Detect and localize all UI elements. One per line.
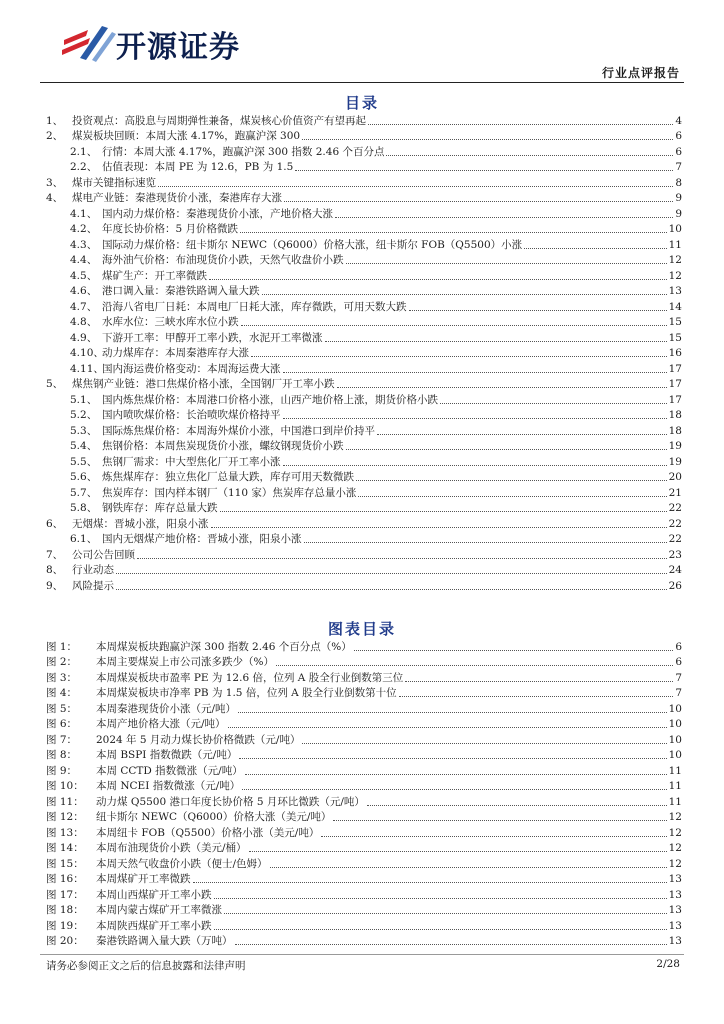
toc-entry[interactable] (46, 221, 682, 237)
toc-entry[interactable] (46, 174, 682, 190)
toc-entry[interactable] (46, 531, 682, 547)
entry-label: 本周煤炭板块市净率 PB 为 1.5 倍，位列 A 股全行业倒数第十位 (96, 687, 397, 699)
leader-dots (245, 774, 667, 775)
figure-list (46, 638, 682, 948)
entry-number: 图 8： (46, 749, 78, 761)
entry-number: 图 1： (46, 640, 78, 653)
toc-entry[interactable] (46, 252, 682, 268)
leader-dots (239, 758, 666, 759)
entry-label: 本周 BSPI 指数微跌（元/吨） (96, 749, 238, 761)
entry-number: 图 5： (46, 702, 78, 715)
toc-title: 目录 (344, 94, 379, 112)
entry-number: 5.5、 (70, 455, 98, 468)
entry-label: 行情：本周大涨 4.17%，跑赢沪深 300 指数 2.46 个百分点 (102, 145, 385, 158)
entry-page: 7 (675, 161, 682, 173)
entry-number: 4.1、 (70, 207, 98, 220)
leader-dots (220, 511, 667, 512)
entry-page: 10 (668, 718, 682, 730)
entry-page: 15 (668, 316, 682, 328)
entry-number: 图 18： (46, 904, 84, 916)
entry-label: 国际动力煤价格：纽卡斯尔 NEWC（Q6000）价格大涨，纽卡斯尔 FOB（Q5500）小涨 (102, 238, 523, 251)
figure-entry[interactable] (46, 855, 682, 871)
figure-entry[interactable] (46, 933, 682, 949)
entry-label: 沿海八省电厂日耗：本周电厂日耗大涨，库存微跌，可用天数大跌 (102, 300, 407, 313)
header-divider (40, 82, 684, 83)
leader-dots (283, 372, 667, 373)
entry-label: 本周陕西煤矿开工率小跌 (96, 919, 212, 932)
leader-dots (346, 263, 667, 264)
entry-page: 18 (668, 424, 682, 437)
entry-number: 5.3、 (70, 424, 98, 437)
entry-page: 10 (668, 733, 682, 746)
entry-number: 4.11、 (70, 362, 104, 375)
entry-label: 估值表现：本周 PE 为 12.6，PB 为 1.5 (102, 161, 294, 173)
entry-page: 6 (675, 656, 682, 668)
entry-page: 11 (668, 795, 682, 808)
toc-entry[interactable] (46, 159, 682, 175)
leader-dots (251, 356, 667, 357)
entry-page: 22 (668, 502, 682, 514)
toc-entry[interactable] (46, 283, 682, 299)
entry-page: 10 (668, 702, 682, 715)
toc-entry[interactable] (46, 515, 682, 531)
entry-label: 本周煤炭板块跑赢沪深 300 指数 2.46 个百分点（%） (96, 640, 352, 653)
entry-page: 20 (668, 471, 682, 483)
entry-number: 4.7、 (70, 300, 98, 313)
entry-label: 本周 NCEI 指数微涨（元/吨） (96, 780, 241, 792)
leader-dots (240, 232, 667, 233)
leader-dots (302, 743, 666, 744)
entry-page: 26 (668, 579, 682, 592)
leader-dots (405, 681, 673, 682)
leader-dots (276, 665, 673, 666)
entry-label: 国际炼焦煤价格：本周海外煤价小涨，中国港口到岸价持平 (102, 424, 375, 437)
entry-page: 13 (668, 873, 682, 885)
toc-entry[interactable] (46, 577, 682, 593)
entry-number: 图 15： (46, 857, 84, 870)
figure-entry[interactable] (46, 762, 682, 778)
entry-number: 2.1、 (70, 145, 98, 158)
entry-page: 13 (668, 904, 682, 916)
toc-entry[interactable] (46, 314, 682, 330)
entry-label: 本周纽卡 FOB（Q5500）价格小涨（美元/吨） (96, 826, 320, 839)
entry-label: 焦钢厂需求：中大型焦化厂开工率小涨 (102, 455, 281, 468)
leader-dots (325, 341, 667, 342)
entry-label: 本周煤矿开工率微跌 (96, 873, 191, 885)
toc-entry[interactable] (46, 469, 682, 485)
entry-number: 5.1、 (70, 393, 98, 406)
leader-dots (524, 248, 667, 249)
entry-page: 12 (668, 826, 682, 839)
entry-label: 公司公告回顾 (72, 548, 135, 561)
leader-dots (295, 170, 673, 171)
entry-number: 图 20： (46, 935, 84, 947)
leader-dots (249, 851, 667, 852)
toc-entry[interactable] (46, 376, 682, 392)
entry-number: 5.6、 (70, 471, 98, 483)
leader-dots (337, 387, 667, 388)
entry-number: 图 6： (46, 718, 78, 730)
toc-entry[interactable] (46, 190, 682, 206)
leader-dots (158, 186, 673, 187)
leader-dots (354, 650, 674, 651)
entry-page: 7 (675, 671, 682, 684)
entry-label: 炼焦煤库存：独立焦化厂总量大跌，库存可用天数微跌 (102, 471, 354, 483)
leader-dots (333, 820, 666, 821)
figure-entry[interactable] (46, 902, 682, 918)
leader-dots (358, 496, 666, 497)
leader-dots (284, 201, 673, 202)
entry-label: 投资观点：高股息与周期弹性兼备，煤炭核心价值资产有望再起 (72, 114, 366, 127)
entry-label: 本周秦港现货价小涨（元/吨） (96, 702, 237, 715)
figure-entry[interactable] (46, 778, 682, 794)
entry-label: 风险提示 (72, 579, 114, 592)
footer-divider (40, 954, 684, 955)
figure-entry[interactable] (46, 716, 682, 732)
entry-label: 本周主要煤炭上市公司涨多跌少（%） (96, 656, 274, 668)
entry-number: 图 2： (46, 656, 78, 668)
entry-page: 6 (675, 130, 682, 142)
entry-label: 动力煤库存：本周秦港库存大涨 (102, 347, 249, 359)
entry-number: 4.10、 (70, 347, 104, 359)
entry-page: 23 (668, 548, 682, 561)
toc-entry[interactable] (46, 112, 682, 128)
leader-dots (356, 480, 667, 481)
entry-page: 12 (668, 857, 682, 870)
entry-number: 图 4： (46, 687, 78, 699)
leader-dots (228, 727, 667, 728)
entry-number: 4.2、 (70, 223, 98, 235)
entry-page: 12 (668, 269, 682, 282)
entry-page: 6 (675, 640, 682, 653)
entry-page: 19 (668, 455, 682, 468)
entry-number: 5.2、 (70, 409, 98, 421)
leader-dots (321, 836, 666, 837)
entry-label: 本周产地价格大涨（元/吨） (96, 718, 226, 730)
entry-number: 图 17： (46, 888, 84, 901)
entry-number: 4.4、 (70, 254, 98, 266)
entry-label: 焦炭库存：国内样本钢厂（110 家）焦炭库存总量小涨 (102, 486, 357, 499)
leader-dots (386, 155, 673, 156)
toc-entry[interactable] (46, 128, 682, 144)
entry-label: 煤市关键指标速览 (72, 176, 156, 189)
leader-dots (193, 882, 667, 883)
leader-dots (440, 403, 667, 404)
entry-label: 本周布油现货价小跌（美元/桶） (96, 842, 247, 854)
entry-number: 图 16： (46, 873, 84, 885)
entry-page: 10 (668, 223, 682, 235)
entry-page: 15 (668, 331, 682, 344)
entry-number: 4、 (46, 192, 64, 204)
entry-number: 7、 (46, 548, 64, 561)
entry-number: 4.8、 (70, 316, 98, 328)
leader-dots (302, 139, 673, 140)
leader-dots (270, 867, 667, 868)
entry-label: 本周煤炭板块市盈率 PE 为 12.6 倍，位列 A 股全行业倒数第三位 (96, 671, 404, 684)
entry-label: 海外油气价格：布油现货价小跌，天然气收盘价小跌 (102, 254, 344, 266)
entry-number: 图 12： (46, 811, 84, 823)
entry-number: 图 10： (46, 780, 84, 792)
leader-dots (116, 589, 667, 590)
leader-dots (209, 279, 667, 280)
entry-number: 4.5、 (70, 269, 98, 282)
entry-page: 8 (675, 176, 682, 189)
entry-page: 6 (675, 145, 682, 158)
entry-number: 5.7、 (70, 486, 98, 499)
entry-page: 9 (675, 207, 682, 220)
figure-entry[interactable] (46, 809, 682, 825)
figure-entry[interactable] (46, 917, 682, 933)
entry-page: 22 (668, 517, 682, 530)
entry-page: 11 (668, 764, 682, 777)
leader-dots (137, 558, 667, 559)
entry-page: 13 (668, 935, 682, 947)
toc-entry[interactable] (46, 422, 682, 438)
entry-label: 国内无烟煤产地价格：晋城小涨，阳泉小涨 (102, 533, 302, 545)
figure-entry[interactable] (46, 654, 682, 670)
toc-entry[interactable] (46, 205, 682, 221)
entry-page: 12 (668, 811, 682, 823)
entry-page: 16 (668, 347, 682, 359)
entry-label: 本周内蒙古煤矿开工率微涨 (96, 904, 222, 916)
entry-page: 18 (668, 409, 682, 421)
leader-dots (283, 418, 667, 419)
entry-label: 钢铁库存：库存总量大跌 (102, 502, 218, 514)
figure-entry[interactable] (46, 886, 682, 902)
entry-number: 图 11： (46, 795, 84, 808)
entry-page: 10 (668, 749, 682, 761)
toc-entry[interactable] (46, 329, 682, 345)
leader-dots (283, 465, 667, 466)
leader-dots (368, 124, 673, 125)
entry-number: 5、 (46, 378, 64, 390)
entry-number: 6、 (46, 517, 64, 530)
toc-entry[interactable] (46, 391, 682, 407)
leader-dots (241, 325, 667, 326)
leader-dots (367, 805, 667, 806)
entry-label: 秦港铁路调入量大跌（万吨） (96, 935, 233, 947)
entry-label: 行业动态 (72, 564, 114, 576)
entry-number: 4.6、 (70, 285, 98, 297)
leader-dots (116, 573, 667, 574)
entry-page: 4 (675, 114, 682, 127)
figure-entry[interactable] (46, 793, 682, 809)
entry-page: 13 (668, 285, 682, 297)
entry-label: 煤焦钢产业链：港口焦煤价格小涨，全国钢厂开工率小跌 (72, 378, 335, 390)
toc-entry[interactable] (46, 484, 682, 500)
toc-entry[interactable] (46, 236, 682, 252)
entry-page: 17 (668, 378, 682, 390)
entry-page: 12 (668, 254, 682, 266)
entry-number: 图 13： (46, 826, 84, 839)
figure-entry[interactable] (46, 638, 682, 654)
entry-number: 图 14： (46, 842, 84, 854)
entry-label: 港口调入量：秦港铁路调入量大跌 (102, 285, 260, 297)
figure-entry[interactable] (46, 871, 682, 887)
entry-number: 5.8、 (70, 502, 98, 514)
leader-dots (235, 944, 667, 945)
entry-page: 9 (675, 192, 682, 204)
entry-label: 国内海运费价格变动：本周海运费大涨 (102, 362, 281, 375)
leader-dots (242, 789, 666, 790)
entry-label: 年度长协价格：5 月价格微跌 (102, 223, 239, 235)
leader-dots (211, 527, 667, 528)
toc-entry[interactable] (46, 143, 682, 159)
entry-page: 7 (675, 687, 682, 699)
entry-label: 下游开工率：甲醇开工率小跌，水泥开工率微涨 (102, 331, 323, 344)
report-type-label: 行业点评报告 (601, 66, 680, 80)
entry-page: 17 (668, 362, 682, 375)
leader-dots (304, 542, 667, 543)
entry-number: 4.3、 (70, 238, 98, 251)
entry-label: 本周天然气收盘价小跌（便士/色姆） (96, 857, 268, 870)
entry-label: 焦钢价格：本周焦炭现货价小涨，螺纹钢现货价小跌 (102, 440, 344, 452)
figure-entry[interactable] (46, 700, 682, 716)
figure-entry[interactable] (46, 731, 682, 747)
entry-page: 17 (668, 393, 682, 406)
entry-number: 4.9、 (70, 331, 98, 344)
toc-entry[interactable] (46, 407, 682, 423)
leader-dots (262, 294, 667, 295)
entry-page: 13 (668, 919, 682, 932)
toc-entry[interactable] (46, 546, 682, 562)
entry-number: 2.2、 (70, 161, 98, 173)
entry-number: 图 9： (46, 764, 78, 777)
entry-label: 动力煤 Q5500 港口年度长协价格 5 月环比微跌（元/吨） (96, 795, 365, 808)
leader-dots (399, 696, 674, 697)
leader-dots (346, 449, 667, 450)
entry-page: 12 (668, 842, 682, 854)
toc-entry[interactable] (46, 298, 682, 314)
leader-dots (224, 913, 667, 914)
toc-entry[interactable] (46, 453, 682, 469)
leader-dots (214, 929, 667, 930)
entry-number: 5.4、 (70, 440, 98, 452)
toc-entry[interactable] (46, 345, 682, 361)
figure-entry[interactable] (46, 824, 682, 840)
leader-dots (335, 217, 673, 218)
entry-label: 煤炭板块回顾：本周大涨 4.17%，跑赢沪深 300 (72, 130, 301, 142)
entry-label: 水库水位：三峡水库水位小跌 (102, 316, 239, 328)
entry-label: 国内喷吹煤价格：长治喷吹煤价格持平 (102, 409, 281, 421)
entry-label: 煤矿生产：开工率微跌 (102, 269, 207, 282)
entry-number: 图 3： (46, 671, 78, 684)
entry-number: 1、 (46, 114, 64, 127)
entry-label: 2024 年 5 月动力煤长协价格微跌（元/吨） (96, 733, 301, 746)
entry-page: 13 (668, 888, 682, 901)
entry-label: 国内炼焦煤价格：本周港口价格小涨，山西产地价格上涨，期货价格小跌 (102, 393, 438, 406)
entry-number: 6.1、 (70, 533, 98, 545)
footer-disclaimer: 请务必参阅正文之后的信息披露和法律声明 (46, 960, 246, 972)
entry-page: 24 (668, 564, 682, 576)
entry-page: 11 (668, 238, 682, 251)
figure-entry[interactable] (46, 685, 682, 701)
leader-dots (377, 434, 667, 435)
toc-entry[interactable] (46, 267, 682, 283)
entry-label: 煤电产业链：秦港现货价小涨，秦港库存大涨 (72, 192, 282, 204)
entry-label: 纽卡斯尔 NEWC（Q6000）价格大涨（美元/吨） (96, 811, 332, 823)
figure-entry[interactable] (46, 840, 682, 856)
entry-label: 国内动力煤价格：秦港现货价小涨，产地价格大涨 (102, 207, 333, 220)
figure-entry[interactable] (46, 669, 682, 685)
leader-dots (409, 310, 667, 311)
leader-dots (238, 712, 667, 713)
entry-page: 22 (668, 533, 682, 545)
entry-number: 9、 (46, 579, 64, 592)
entry-page: 11 (668, 780, 682, 792)
toc-entry[interactable] (46, 360, 682, 376)
entry-label: 本周山西煤矿开工率小跌 (96, 888, 212, 901)
leader-dots (214, 898, 667, 899)
page-header (0, 0, 724, 84)
entry-page: 14 (668, 300, 682, 313)
figures-title: 图表目录 (327, 620, 396, 638)
table-of-contents (46, 112, 682, 593)
entry-page: 19 (668, 440, 682, 452)
figure-entry[interactable] (46, 747, 682, 763)
page-number: 2/28 (656, 958, 680, 970)
toc-entry[interactable] (46, 562, 682, 578)
company-name: 开源证券 (116, 30, 240, 65)
toc-entry[interactable] (46, 438, 682, 454)
entry-number: 图 19： (46, 919, 84, 932)
toc-entry[interactable] (46, 500, 682, 516)
entry-number: 8、 (46, 564, 64, 576)
entry-number: 3、 (46, 176, 64, 189)
entry-label: 无烟煤：晋城小涨，阳泉小涨 (72, 517, 209, 530)
entry-number: 图 7： (46, 733, 78, 746)
entry-label: 本周 CCTD 指数微涨（元/吨） (96, 764, 243, 777)
entry-number: 2、 (46, 130, 64, 142)
entry-page: 21 (668, 486, 682, 499)
